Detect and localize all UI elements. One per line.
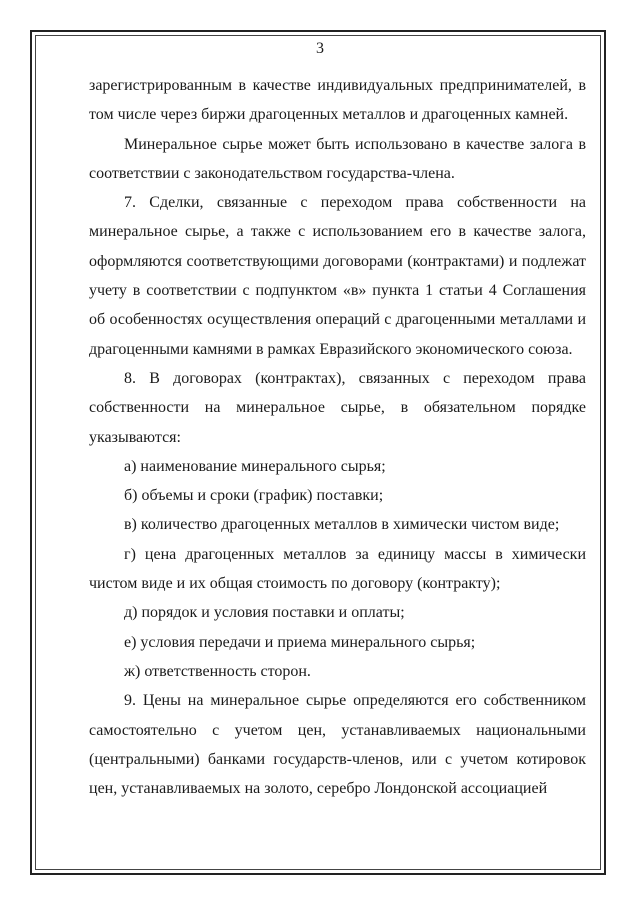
paragraph-clause-9: 9. Цены на минеральное сырье определяются его собственником самостоятельно с учетом цен, устанавливаемых национальными (центральными) банками государств-членов, или с учетом котировок цен, устанавливаемых на золото, серебро Лондонской ассоциацией xyxy=(89,692,586,798)
list-item: д) порядок и условия поставки и оплаты; xyxy=(124,604,405,622)
list-item: а) наименование минерального сырья; xyxy=(124,457,386,475)
paragraph: Минеральное сырье может быть использовано в качестве залога в соответствии с законодательством государства-члена. xyxy=(89,135,586,182)
list-item: б) объемы и сроки (график) поставки; xyxy=(124,487,384,505)
paragraph-clause-7: 7. Сделки, связанные с переходом права собственности на минеральное сырье, а также с использованием его в качестве залога, оформляются соответствующими договорами (контрактами) и подлежат учету в соответствии с подпунктом «в» пункта 1 статьи 4 Соглашения об особенностях осуществления операций с драгоценными металлами и драгоценными камнями в рамках Евразийского экономического союза. xyxy=(89,194,586,358)
list-item: г) цена драгоценных металлов за единицу массы в химически чистом виде и их общая стоимость по договору (контракту); xyxy=(89,545,586,593)
list-item: е) условия передачи и приема минерального сырья; xyxy=(124,633,476,651)
list-item: ж) ответственность сторон. xyxy=(124,662,311,680)
page-number: 3 xyxy=(316,40,324,57)
list-item: в) количество драгоценных металлов в химически чистом виде; xyxy=(124,516,560,534)
document-body xyxy=(89,71,586,803)
paragraph: зарегистрированным в качестве индивидуальных предпринимателей, в том числе через биржи драгоценных металлов и драгоценных камней. xyxy=(89,77,586,124)
paragraph-clause-8: 8. В договорах (контрактах), связанных с переходом права собственности на минеральное сырье, в обязательном порядке указываются: xyxy=(89,369,586,446)
